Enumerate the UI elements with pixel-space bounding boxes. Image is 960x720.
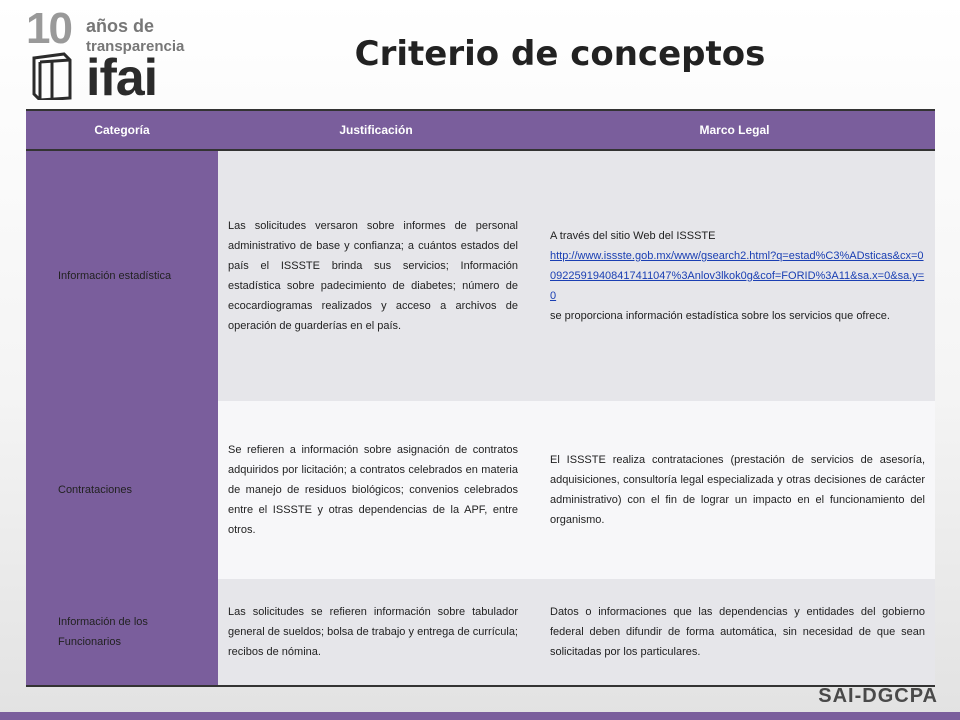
ifai-logo <box>26 4 185 107</box>
table-header-row <box>26 110 935 150</box>
footer-stripe <box>0 712 960 720</box>
criteria-table <box>26 109 935 687</box>
window-box-icon <box>30 50 74 100</box>
legal-intro: A través del sitio Web del ISSSTE <box>550 229 716 242</box>
legal-outro: se proporciona información estadística sobre los servicios que ofrece. <box>550 309 890 322</box>
table-row <box>26 401 935 579</box>
issste-search-link[interactable]: http://www.issste.gob.mx/www/gsearch2.html?q=estad%C3%ADsticas&cx=009225919408417411047%3Anlov3lkok0g&cof=FORID%3A11&sa.x=0&sa.y=0 <box>550 249 925 302</box>
legal-cell <box>534 150 935 401</box>
header-categoria: Categoría <box>26 110 218 150</box>
category-cell: Información estadística <box>26 150 218 401</box>
footer-brand: SAI-DGCPA <box>818 685 938 707</box>
logo-number: 10 <box>26 4 71 53</box>
justification-cell: Las solicitudes versaron sobre informes de personal administrativo de base y confianza; a cuántos estados del país el ISSSTE brinda sus servicios; Información estadística sobre padecimiento de diabetes; número de ecocardiogramas realizados y acceso a archivos de operación de guarderías en el país. <box>218 150 534 401</box>
legal-cell: El ISSSTE realiza contrataciones (prestación de servicios de asesoría, adquisiciones, consultoría legal especializada y otras decisiones de carácter administrativo) con el fin de lograr un impacto en el funcionamiento del organismo. <box>534 401 935 579</box>
page-title: Criterio de conceptos <box>354 34 766 74</box>
table-row <box>26 150 935 401</box>
table-row <box>26 579 935 686</box>
category-cell: Información de los Funcionarios <box>26 579 218 686</box>
justification-cell: Se refieren a información sobre asignación de contratos adquiridos por licitación; a contratos celebrados en materia de manejo de residuos biológicos; convenios celebrados entre el ISSSTE y otras dependencias de la APF, entre otros. <box>218 401 534 579</box>
justification-cell: Las solicitudes se refieren información sobre tabulador general de sueldos; bolsa de trabajo y entrega de currícula; recibos de nómina. <box>218 579 534 686</box>
header-marco-legal: Marco Legal <box>534 110 935 150</box>
category-cell: Contrataciones <box>26 401 218 579</box>
logo-line2: transparencia <box>86 38 185 55</box>
legal-cell: Datos o informaciones que las dependencias y entidades del gobierno federal deben difundir de forma automática, sin necesidad de que sean solicitadas por los particulares. <box>534 579 935 686</box>
header-justificacion: Justificación <box>218 110 534 150</box>
logo-line1: años de <box>86 16 155 36</box>
logo-brand: ifai <box>86 49 158 107</box>
